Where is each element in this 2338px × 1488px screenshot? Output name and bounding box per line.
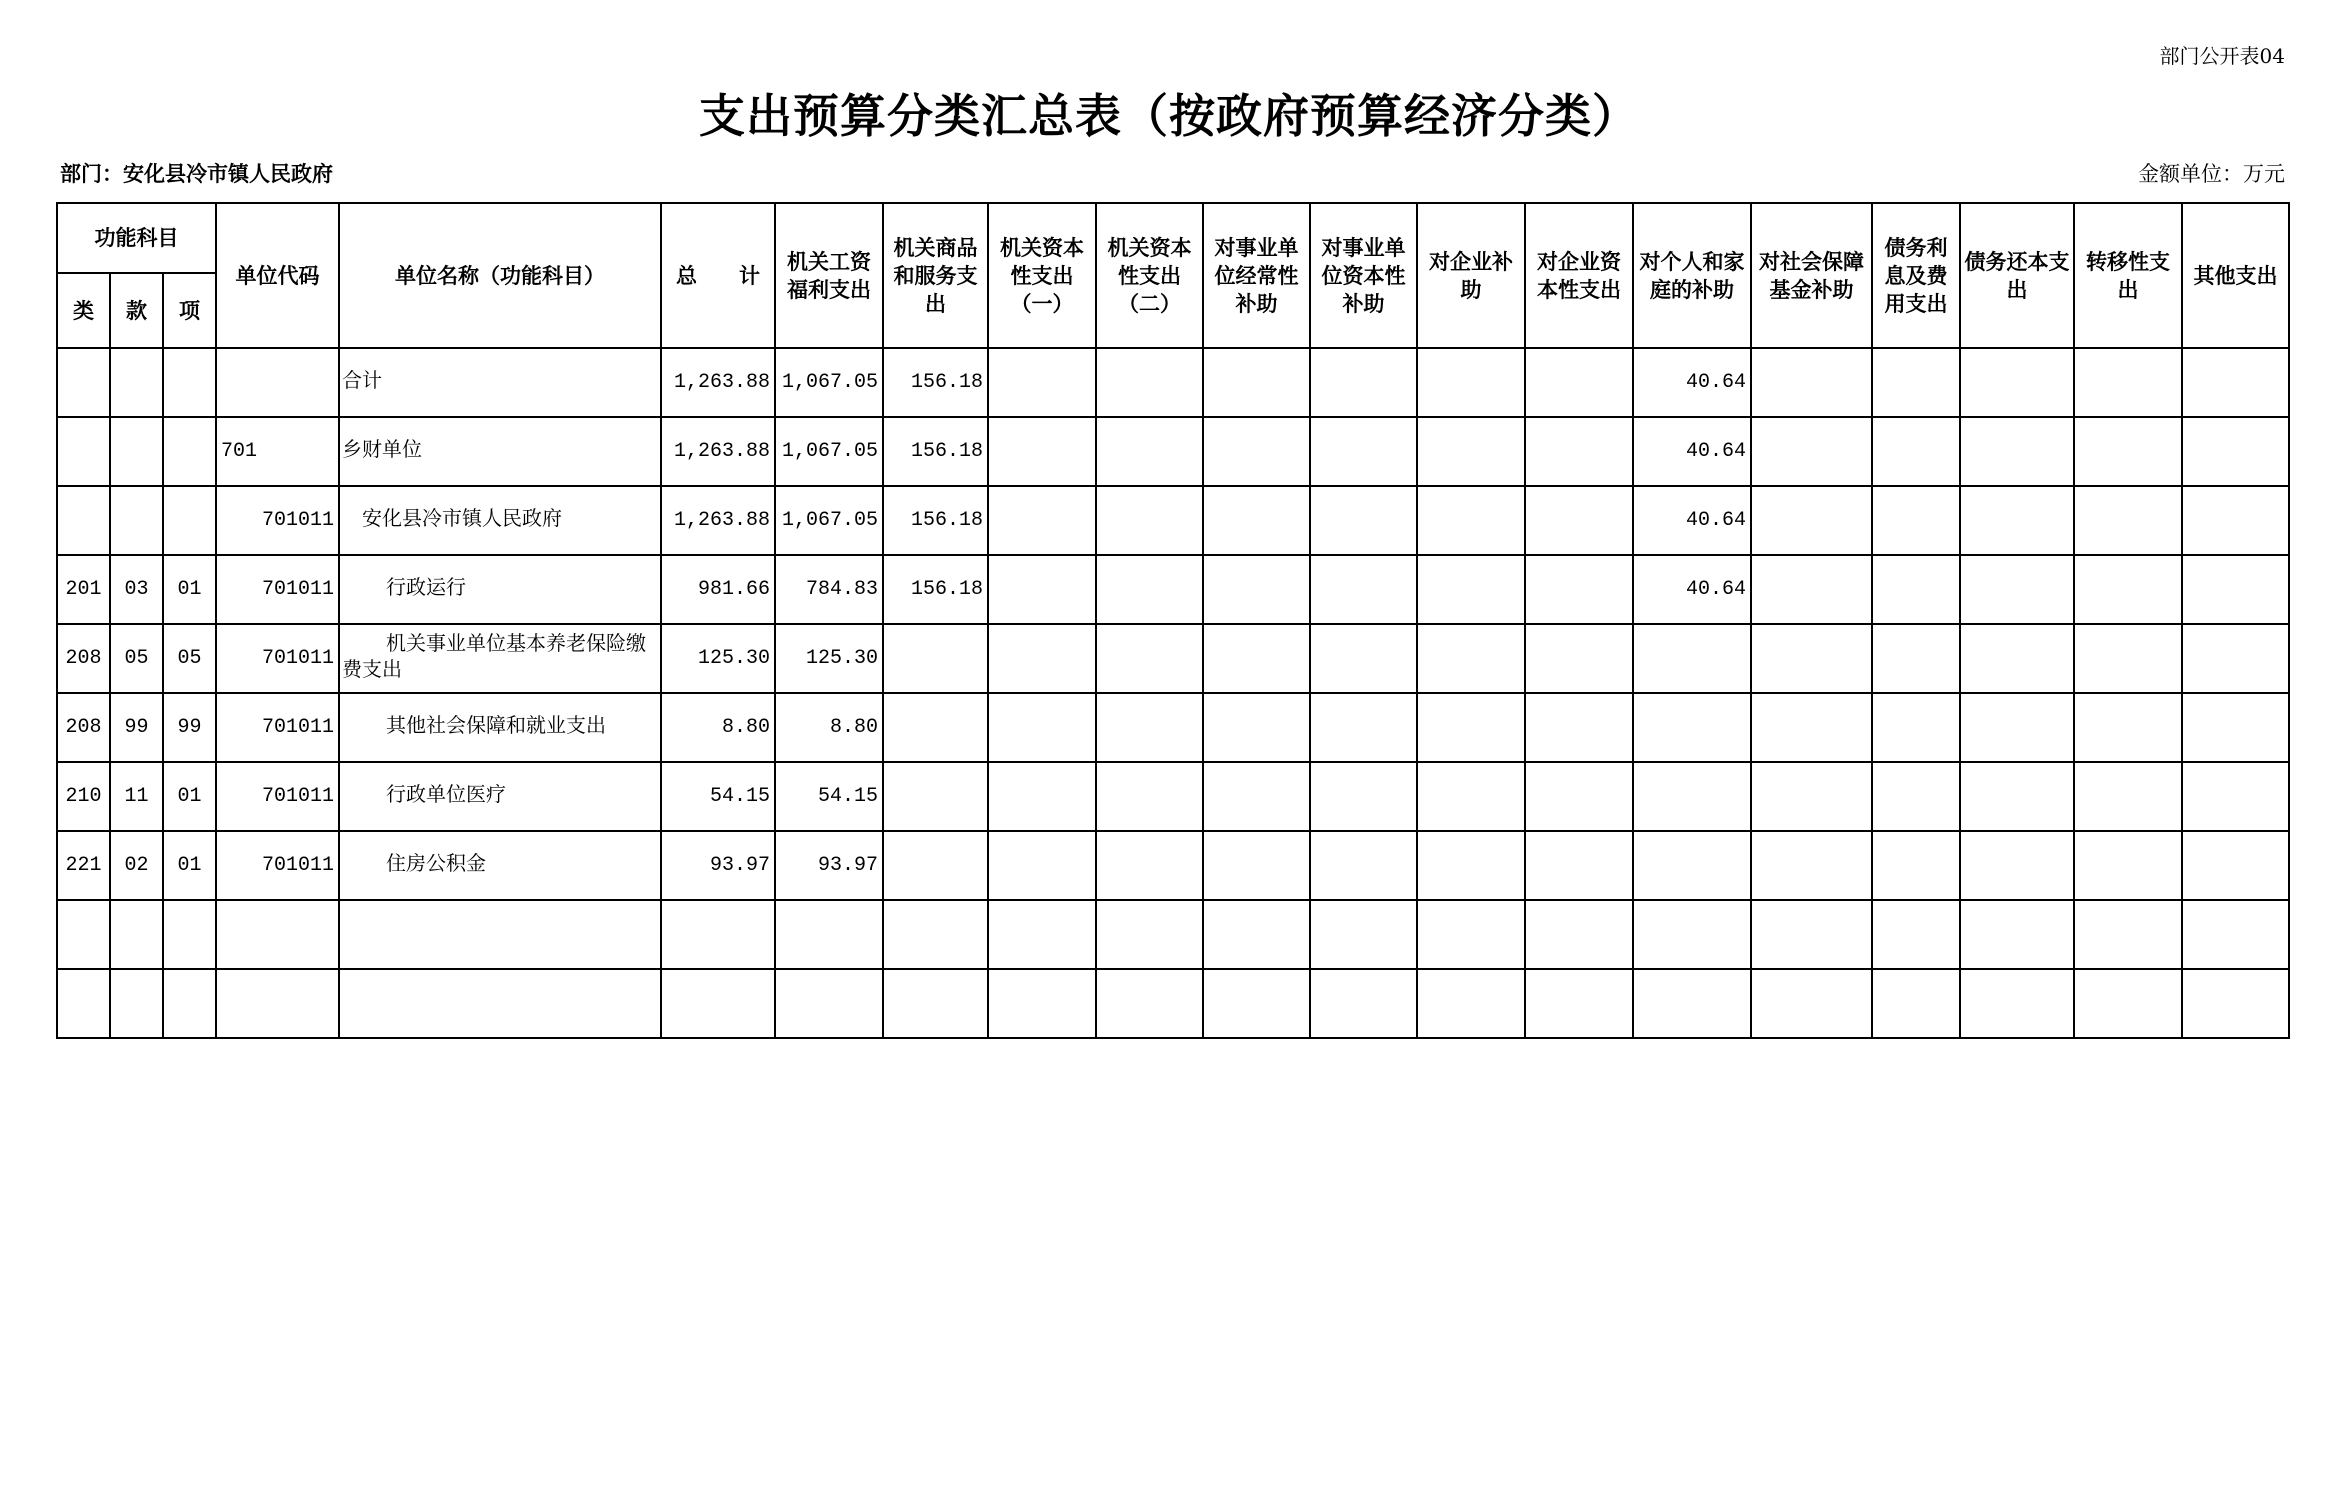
- cell-inst-capital: [1310, 969, 1417, 1038]
- cell-other: [2182, 831, 2289, 900]
- header-social-fund: 对社会保障基金补助: [1751, 203, 1872, 348]
- cell-capital-2: [1096, 417, 1203, 486]
- cell-goods-services: [883, 900, 988, 969]
- header-inst-capital: 对事业单位资本性补助: [1310, 203, 1417, 348]
- cell-capital-1: [988, 969, 1096, 1038]
- cell-kuan: [110, 348, 163, 417]
- cell-xiang: [163, 486, 216, 555]
- cell-individual: 40.64: [1633, 555, 1751, 624]
- cell-unit-name: [339, 900, 661, 969]
- cell-capital-2: [1096, 555, 1203, 624]
- cell-unit-name: 安化县冷市镇人民政府: [339, 486, 661, 555]
- cell-total: [661, 969, 775, 1038]
- table-row: [57, 348, 2289, 417]
- cell-transfer: [2074, 900, 2182, 969]
- cell-ent-capital: [1525, 762, 1633, 831]
- cell-capital-2: [1096, 900, 1203, 969]
- cell-social-fund: [1751, 555, 1872, 624]
- cell-social-fund: [1751, 348, 1872, 417]
- cell-other: [2182, 486, 2289, 555]
- cell-kuan: 03: [110, 555, 163, 624]
- cell-total: 981.66: [661, 555, 775, 624]
- cell-unit-code: 701: [216, 417, 339, 486]
- cell-individual: [1633, 969, 1751, 1038]
- cell-capital-1: [988, 900, 1096, 969]
- cell-kuan: 11: [110, 762, 163, 831]
- cell-debt-interest: [1872, 831, 1960, 900]
- header-inst-regular: 对事业单位经常性补助: [1203, 203, 1310, 348]
- cell-xiang: 01: [163, 762, 216, 831]
- cell-unit-code: 701011: [216, 693, 339, 762]
- cell-debt-repay: [1960, 417, 2074, 486]
- cell-total: 8.80: [661, 693, 775, 762]
- cell-xiang: [163, 900, 216, 969]
- cell-debt-repay: [1960, 624, 2074, 693]
- table-row: [57, 486, 2289, 555]
- header-xiang: 项: [163, 273, 216, 348]
- header-ent-capital: 对企业资本性支出: [1525, 203, 1633, 348]
- header-unit-name: 单位名称（功能科目）: [339, 203, 661, 348]
- cell-debt-repay: [1960, 555, 2074, 624]
- cell-ent-subsidy: [1417, 555, 1525, 624]
- cell-debt-interest: [1872, 624, 1960, 693]
- cell-transfer: [2074, 762, 2182, 831]
- table-row: [57, 555, 2289, 624]
- cell-debt-interest: [1872, 762, 1960, 831]
- cell-other: [2182, 624, 2289, 693]
- cell-unit-name: 行政运行: [339, 555, 661, 624]
- cell-debt-repay: [1960, 693, 2074, 762]
- cell-individual: [1633, 831, 1751, 900]
- cell-debt-repay: [1960, 348, 2074, 417]
- header-capital-2: 机关资本性支出（二）: [1096, 203, 1203, 348]
- cell-total: 1,263.88: [661, 348, 775, 417]
- cell-kuan: 05: [110, 624, 163, 693]
- cell-ent-capital: [1525, 348, 1633, 417]
- cell-inst-regular: [1203, 693, 1310, 762]
- cell-xiang: [163, 417, 216, 486]
- cell-transfer: [2074, 624, 2182, 693]
- cell-capital-1: [988, 417, 1096, 486]
- cell-inst-capital: [1310, 693, 1417, 762]
- cell-inst-regular: [1203, 762, 1310, 831]
- cell-inst-capital: [1310, 831, 1417, 900]
- cell-ent-subsidy: [1417, 900, 1525, 969]
- cell-capital-1: [988, 486, 1096, 555]
- department-label: 部门：安化县冷市镇人民政府: [60, 161, 333, 186]
- cell-goods-services: 156.18: [883, 417, 988, 486]
- cell-unit-code: 701011: [216, 831, 339, 900]
- cell-xiang: [163, 969, 216, 1038]
- cell-other: [2182, 693, 2289, 762]
- cell-capital-2: [1096, 831, 1203, 900]
- cell-inst-capital: [1310, 900, 1417, 969]
- cell-individual: 40.64: [1633, 348, 1751, 417]
- cell-social-fund: [1751, 417, 1872, 486]
- cell-unit-name: 合计: [339, 348, 661, 417]
- cell-ent-capital: [1525, 486, 1633, 555]
- header-capital-1: 机关资本性支出（一）: [988, 203, 1096, 348]
- table-row: [57, 762, 2289, 831]
- cell-inst-capital: [1310, 555, 1417, 624]
- cell-social-fund: [1751, 900, 1872, 969]
- cell-salary: [775, 969, 883, 1038]
- cell-salary: 1,067.05: [775, 417, 883, 486]
- page-title: 支出预算分类汇总表（按政府预算经济分类）: [699, 89, 1639, 143]
- cell-goods-services: 156.18: [883, 486, 988, 555]
- table-row: [57, 417, 2289, 486]
- cell-transfer: [2074, 831, 2182, 900]
- cell-capital-1: [988, 624, 1096, 693]
- cell-inst-capital: [1310, 486, 1417, 555]
- header-other: 其他支出: [2182, 203, 2289, 348]
- cell-social-fund: [1751, 969, 1872, 1038]
- table-row: [57, 693, 2289, 762]
- cell-ent-subsidy: [1417, 417, 1525, 486]
- cell-ent-capital: [1525, 624, 1633, 693]
- cell-unit-code: 701011: [216, 762, 339, 831]
- cell-xiang: 05: [163, 624, 216, 693]
- cell-social-fund: [1751, 486, 1872, 555]
- cell-capital-1: [988, 348, 1096, 417]
- cell-salary: 8.80: [775, 693, 883, 762]
- cell-debt-repay: [1960, 831, 2074, 900]
- cell-debt-repay: [1960, 900, 2074, 969]
- cell-debt-interest: [1872, 348, 1960, 417]
- cell-social-fund: [1751, 624, 1872, 693]
- cell-inst-capital: [1310, 348, 1417, 417]
- cell-xiang: 99: [163, 693, 216, 762]
- cell-capital-2: [1096, 486, 1203, 555]
- cell-total: 125.30: [661, 624, 775, 693]
- cell-transfer: [2074, 693, 2182, 762]
- cell-unit-code: [216, 348, 339, 417]
- cell-transfer: [2074, 417, 2182, 486]
- header-debt-repay: 债务还本支出: [1960, 203, 2074, 348]
- cell-lei: [57, 969, 110, 1038]
- cell-other: [2182, 417, 2289, 486]
- cell-inst-regular: [1203, 969, 1310, 1038]
- cell-unit-code: 701011: [216, 486, 339, 555]
- cell-ent-capital: [1525, 969, 1633, 1038]
- cell-ent-capital: [1525, 555, 1633, 624]
- cell-lei: [57, 900, 110, 969]
- cell-unit-name: 乡财单位: [339, 417, 661, 486]
- cell-lei: [57, 348, 110, 417]
- cell-ent-subsidy: [1417, 762, 1525, 831]
- header-total: 总 计: [661, 203, 775, 348]
- cell-other: [2182, 969, 2289, 1038]
- cell-unit-code: 701011: [216, 555, 339, 624]
- cell-debt-interest: [1872, 486, 1960, 555]
- header-transfer: 转移性支出: [2074, 203, 2182, 348]
- header-salary: 机关工资福利支出: [775, 203, 883, 348]
- cell-inst-regular: [1203, 555, 1310, 624]
- cell-lei: 221: [57, 831, 110, 900]
- cell-transfer: [2074, 348, 2182, 417]
- cell-inst-regular: [1203, 624, 1310, 693]
- cell-salary: 1,067.05: [775, 486, 883, 555]
- cell-salary: 1,067.05: [775, 348, 883, 417]
- cell-debt-repay: [1960, 762, 2074, 831]
- cell-lei: 210: [57, 762, 110, 831]
- cell-unit-code: 701011: [216, 624, 339, 693]
- cell-debt-interest: [1872, 900, 1960, 969]
- cell-unit-code: [216, 900, 339, 969]
- cell-ent-capital: [1525, 417, 1633, 486]
- cell-kuan: [110, 969, 163, 1038]
- cell-capital-2: [1096, 969, 1203, 1038]
- cell-other: [2182, 762, 2289, 831]
- cell-kuan: [110, 417, 163, 486]
- cell-capital-1: [988, 555, 1096, 624]
- cell-individual: 40.64: [1633, 486, 1751, 555]
- header-individual: 对个人和家庭的补助: [1633, 203, 1751, 348]
- cell-goods-services: [883, 624, 988, 693]
- cell-salary: 54.15: [775, 762, 883, 831]
- cell-salary: 93.97: [775, 831, 883, 900]
- cell-individual: [1633, 693, 1751, 762]
- cell-individual: 40.64: [1633, 417, 1751, 486]
- amount-unit-label: 金额单位：万元: [2138, 162, 2285, 186]
- cell-salary: 784.83: [775, 555, 883, 624]
- table-row: [57, 969, 2289, 1038]
- cell-capital-1: [988, 693, 1096, 762]
- cell-inst-capital: [1310, 624, 1417, 693]
- table-row: [57, 624, 2289, 693]
- cell-debt-interest: [1872, 555, 1960, 624]
- table-row: [57, 831, 2289, 900]
- cell-individual: [1633, 900, 1751, 969]
- cell-inst-capital: [1310, 417, 1417, 486]
- cell-unit-name: 机关事业单位基本养老保险缴费支出: [339, 624, 661, 693]
- cell-unit-name: [339, 969, 661, 1038]
- cell-debt-interest: [1872, 417, 1960, 486]
- cell-inst-regular: [1203, 348, 1310, 417]
- cell-goods-services: [883, 831, 988, 900]
- cell-other: [2182, 900, 2289, 969]
- cell-capital-2: [1096, 762, 1203, 831]
- cell-other: [2182, 555, 2289, 624]
- cell-unit-name: 其他社会保障和就业支出: [339, 693, 661, 762]
- cell-xiang: 01: [163, 831, 216, 900]
- cell-ent-subsidy: [1417, 831, 1525, 900]
- cell-capital-2: [1096, 624, 1203, 693]
- cell-kuan: [110, 900, 163, 969]
- cell-inst-regular: [1203, 900, 1310, 969]
- cell-xiang: 01: [163, 555, 216, 624]
- cell-ent-subsidy: [1417, 348, 1525, 417]
- cell-goods-services: [883, 969, 988, 1038]
- cell-inst-regular: [1203, 486, 1310, 555]
- cell-lei: 208: [57, 693, 110, 762]
- cell-goods-services: [883, 693, 988, 762]
- cell-total: 1,263.88: [661, 417, 775, 486]
- cell-salary: [775, 900, 883, 969]
- cell-lei: [57, 486, 110, 555]
- cell-goods-services: [883, 762, 988, 831]
- header-debt-interest: 债务利息及费用支出: [1872, 203, 1960, 348]
- cell-unit-code: [216, 969, 339, 1038]
- cell-goods-services: 156.18: [883, 348, 988, 417]
- cell-debt-interest: [1872, 693, 1960, 762]
- cell-lei: [57, 417, 110, 486]
- cell-total: 93.97: [661, 831, 775, 900]
- cell-capital-2: [1096, 693, 1203, 762]
- cell-social-fund: [1751, 831, 1872, 900]
- cell-other: [2182, 348, 2289, 417]
- cell-ent-capital: [1525, 900, 1633, 969]
- cell-debt-interest: [1872, 969, 1960, 1038]
- cell-salary: 125.30: [775, 624, 883, 693]
- cell-xiang: [163, 348, 216, 417]
- cell-ent-capital: [1525, 693, 1633, 762]
- header-goods-services: 机关商品和服务支出: [883, 203, 988, 348]
- table-row: [57, 900, 2289, 969]
- cell-kuan: 99: [110, 693, 163, 762]
- cell-transfer: [2074, 486, 2182, 555]
- cell-ent-capital: [1525, 831, 1633, 900]
- header-lei: 类: [57, 273, 110, 348]
- cell-capital-2: [1096, 348, 1203, 417]
- header-ent-subsidy: 对企业补助: [1417, 203, 1525, 348]
- cell-ent-subsidy: [1417, 486, 1525, 555]
- cell-individual: [1633, 762, 1751, 831]
- form-number: 部门公开表04: [2159, 44, 2285, 68]
- cell-capital-1: [988, 831, 1096, 900]
- cell-lei: 208: [57, 624, 110, 693]
- cell-total: 54.15: [661, 762, 775, 831]
- cell-debt-repay: [1960, 969, 2074, 1038]
- cell-individual: [1633, 624, 1751, 693]
- cell-ent-subsidy: [1417, 969, 1525, 1038]
- header-func-subject: 功能科目: [57, 203, 216, 273]
- cell-goods-services: 156.18: [883, 555, 988, 624]
- cell-unit-name: 行政单位医疗: [339, 762, 661, 831]
- header-unit-code: 单位代码: [216, 203, 339, 348]
- cell-transfer: [2074, 555, 2182, 624]
- cell-social-fund: [1751, 693, 1872, 762]
- cell-capital-1: [988, 762, 1096, 831]
- cell-unit-name: 住房公积金: [339, 831, 661, 900]
- cell-total: 1,263.88: [661, 486, 775, 555]
- cell-total: [661, 900, 775, 969]
- cell-kuan: 02: [110, 831, 163, 900]
- header-kuan: 款: [110, 273, 163, 348]
- cell-lei: 201: [57, 555, 110, 624]
- cell-inst-regular: [1203, 417, 1310, 486]
- cell-debt-repay: [1960, 486, 2074, 555]
- cell-inst-capital: [1310, 762, 1417, 831]
- cell-inst-regular: [1203, 831, 1310, 900]
- cell-ent-subsidy: [1417, 693, 1525, 762]
- cell-kuan: [110, 486, 163, 555]
- cell-ent-subsidy: [1417, 624, 1525, 693]
- budget-table: [56, 202, 2290, 1039]
- cell-transfer: [2074, 969, 2182, 1038]
- cell-social-fund: [1751, 762, 1872, 831]
